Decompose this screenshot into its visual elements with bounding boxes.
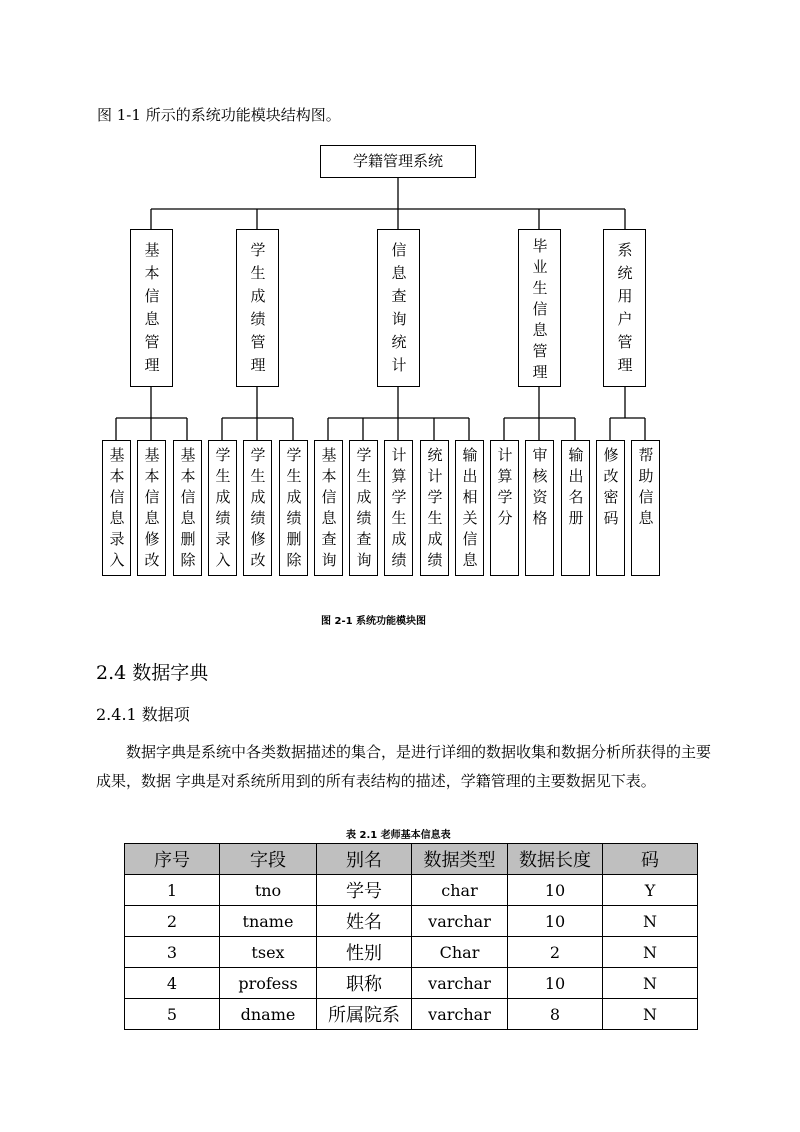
table-row <box>125 875 698 906</box>
diagram-leaf-label: 审核资格 <box>530 447 549 531</box>
subsection-heading: 2.4.1 数据项 <box>96 705 190 724</box>
diagram-leaf-box <box>384 440 413 576</box>
table-cell: N <box>603 999 698 1030</box>
diagram-leaf-label: 统计学生成绩 <box>425 447 444 573</box>
diagram-module-label: 基本信息管理 <box>142 241 161 380</box>
table-header-cell: 码 <box>603 844 698 875</box>
table-cell: tname <box>220 906 317 937</box>
diagram-leaf-label: 帮助信息 <box>636 447 655 531</box>
diagram-module-box <box>130 229 173 387</box>
table-row <box>125 968 698 999</box>
diagram-leaf-label: 计算学生成绩 <box>389 447 408 573</box>
section-heading: 2.4 数据字典 <box>96 662 209 684</box>
diagram-leaf-box <box>561 440 590 576</box>
table-cell: dname <box>220 999 317 1030</box>
diagram-module-box <box>236 229 279 387</box>
table-cell: 所属院系 <box>317 999 412 1030</box>
diagram-leaf-box <box>490 440 519 576</box>
table-cell: tsex <box>220 937 317 968</box>
table-row <box>125 999 698 1030</box>
table-header-cell: 序号 <box>125 844 220 875</box>
diagram-leaf-label: 学生成绩修改 <box>248 447 267 573</box>
paragraph-text: 数据字典是系统中各类数据描述的集合，是进行详细的数据收集和数据分析所获得的主要成果，数据 字典是对系统所用到的所有表结构的描述，学籍管理的主要数据见下表。 <box>96 743 712 790</box>
table-cell: varchar <box>412 999 508 1030</box>
diagram-module-box <box>603 229 646 387</box>
table-cell: char <box>412 875 508 906</box>
diagram-leaf-box <box>420 440 449 576</box>
table-header-row <box>125 844 698 875</box>
diagram-module-label: 系统用户管理 <box>615 241 634 380</box>
diagram-root-label: 学籍管理系统 <box>352 152 443 170</box>
table-cell: tno <box>220 875 317 906</box>
diagram-leaf-label: 输出名册 <box>566 447 585 531</box>
diagram-leaf-label: 计算学分 <box>495 447 514 531</box>
diagram-leaf-box <box>243 440 272 576</box>
diagram-leaf-label: 学生成绩查询 <box>354 447 373 573</box>
table-cell: N <box>603 937 698 968</box>
table-cell: 1 <box>125 875 220 906</box>
table-cell: 10 <box>508 906 603 937</box>
table-cell: 3 <box>125 937 220 968</box>
diagram-leaf-box <box>314 440 343 576</box>
table-cell: 学号 <box>317 875 412 906</box>
diagram-leaf-label: 修改密码 <box>601 447 620 531</box>
diagram-leaf-box <box>208 440 237 576</box>
diagram-root-box <box>320 145 476 178</box>
table-cell: varchar <box>412 906 508 937</box>
diagram-caption: 图 2-1 系统功能模块图 <box>321 616 427 627</box>
table-cell: 10 <box>508 968 603 999</box>
diagram-leaf-label: 学生成绩录入 <box>213 447 232 573</box>
diagram-module-box <box>518 229 561 387</box>
intro-text: 图 1-1 所示的系统功能模块结构图。 <box>97 106 341 124</box>
diagram-leaf-box <box>596 440 625 576</box>
table-header-cell: 数据类型 <box>412 844 508 875</box>
diagram-leaf-label: 输出相关信息 <box>460 447 479 573</box>
table-header-cell: 数据长度 <box>508 844 603 875</box>
diagram-leaf-label: 学生成绩删除 <box>284 447 303 573</box>
table-cell: 职称 <box>317 968 412 999</box>
table-cell: Char <box>412 937 508 968</box>
diagram-leaf-box <box>525 440 554 576</box>
diagram-leaf-box <box>137 440 166 576</box>
table-caption: 表 2.1 老师基本信息表 <box>346 830 451 841</box>
table-cell: 5 <box>125 999 220 1030</box>
diagram-leaf-label: 基本信息删除 <box>178 447 197 573</box>
table-cell: Y <box>603 875 698 906</box>
table-cell: 2 <box>508 937 603 968</box>
diagram-leaf-box <box>279 440 308 576</box>
table-cell: varchar <box>412 968 508 999</box>
diagram-leaf-label: 基本信息查询 <box>319 447 338 573</box>
diagram-leaf-box <box>173 440 202 576</box>
table-row <box>125 937 698 968</box>
table-header-cell: 别名 <box>317 844 412 875</box>
diagram-module-label: 信息查询统计 <box>389 241 408 380</box>
diagram-module-label: 毕业生信息管理 <box>530 237 549 385</box>
diagram-leaf-box <box>349 440 378 576</box>
diagram-module-box <box>377 229 420 387</box>
table-row <box>125 906 698 937</box>
table-cell: 10 <box>508 875 603 906</box>
table-header-cell: 字段 <box>220 844 317 875</box>
diagram-module-label: 学生成绩管理 <box>248 241 267 380</box>
teacher-info-table <box>124 843 698 1030</box>
table-cell: N <box>603 968 698 999</box>
table-cell: 2 <box>125 906 220 937</box>
table-cell: 性别 <box>317 937 412 968</box>
diagram-leaf-box <box>102 440 131 576</box>
diagram-leaf-label: 基本信息修改 <box>142 447 161 573</box>
table-cell: 8 <box>508 999 603 1030</box>
table-cell: 姓名 <box>317 906 412 937</box>
diagram-leaf-label: 基本信息录入 <box>107 447 126 573</box>
diagram-leaf-box <box>455 440 484 576</box>
diagram-leaf-box <box>631 440 660 576</box>
table-cell: N <box>603 906 698 937</box>
table-cell: 4 <box>125 968 220 999</box>
body-paragraph <box>96 738 720 796</box>
table-cell: profess <box>220 968 317 999</box>
